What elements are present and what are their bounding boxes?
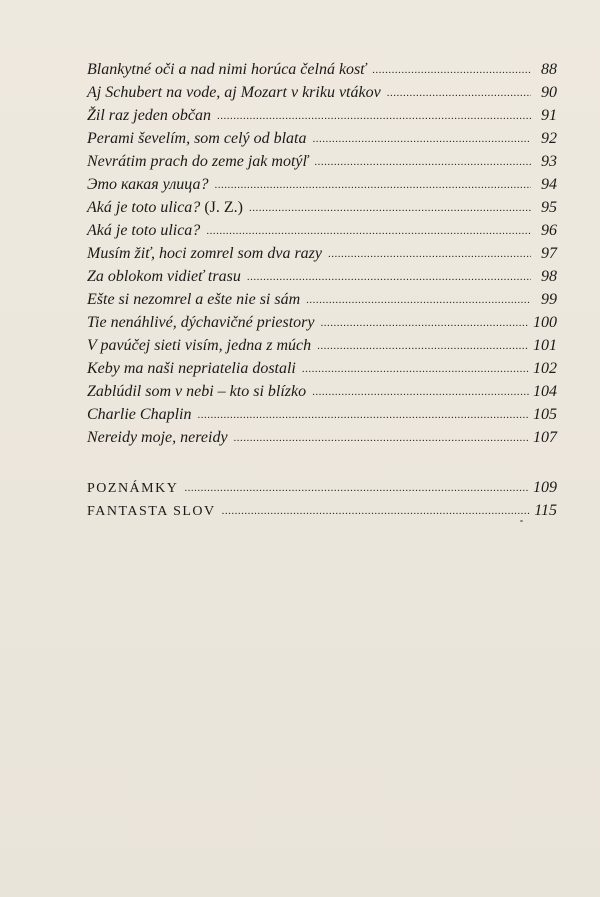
toc-entry — [87, 196, 557, 219]
toc-entry-page: 105 — [533, 406, 557, 423]
toc-entry-page: 91 — [541, 107, 557, 124]
dot-leader — [302, 358, 529, 381]
toc-entry — [87, 242, 557, 265]
dot-leader — [317, 335, 529, 358]
toc-entry-title: Это какая улица? — [87, 176, 209, 193]
dot-leader — [387, 82, 531, 105]
dot-leader — [206, 220, 531, 243]
toc-entry-title: Musím žiť, hoci zomrel som dva razy — [87, 245, 322, 262]
dot-leader — [314, 151, 531, 174]
toc-entry-title: V pavúčej sieti visím, jedna z múch — [87, 337, 312, 354]
toc-entry — [87, 357, 557, 380]
toc-entry-page: 104 — [533, 383, 557, 400]
toc-entry-title: Aj Schubert na vode, aj Mozart v kriku vtákov — [87, 84, 381, 101]
toc-entry — [87, 426, 557, 449]
toc-entry-page: 102 — [533, 360, 557, 377]
toc-entry — [87, 127, 557, 150]
toc-entry-title — [87, 196, 243, 219]
toc-entry-title: Ešte si nezomrel a ešte nie si sám — [87, 291, 301, 308]
toc-entry-page: 101 — [533, 337, 557, 354]
dot-leader — [372, 59, 531, 82]
toc-entry-page: 88 — [541, 61, 557, 78]
dot-leader — [217, 105, 531, 128]
paper-speck — [520, 520, 523, 522]
toc-entry — [87, 58, 557, 81]
toc-entry-page: 99 — [541, 291, 557, 308]
toc-entry-title: FANTASTA SLOV — [87, 504, 216, 519]
toc-entry-title: Nevrátim prach do zeme jak motýľ — [87, 153, 309, 170]
toc-entry-title: Za oblokom vidieť trasu — [87, 268, 241, 285]
toc-entry-back-matter — [87, 476, 557, 499]
toc-entry-title-main: Aká je toto ulica? — [87, 199, 201, 216]
toc-entry-page: 107 — [533, 429, 557, 446]
toc-entry — [87, 288, 557, 311]
section-gap — [87, 449, 557, 476]
dot-leader — [197, 404, 529, 427]
dot-leader — [328, 243, 531, 266]
toc-entry — [87, 403, 557, 426]
dot-leader — [312, 381, 529, 404]
toc-entry-title: Tie nenáhlivé, dýchavičné priestory — [87, 314, 315, 331]
toc-entry-page: 90 — [541, 84, 557, 101]
toc-entry — [87, 81, 557, 104]
toc-entry-page: 95 — [541, 199, 557, 216]
dot-leader — [320, 312, 529, 335]
toc-entry — [87, 311, 557, 334]
toc-entry-title: Keby ma naši nepriatelia dostali — [87, 360, 296, 377]
toc-entry-title: POZNÁMKY — [87, 481, 179, 496]
dot-leader — [306, 289, 531, 312]
toc-entry — [87, 219, 557, 242]
dot-leader — [222, 500, 531, 523]
toc-entry-page: 98 — [541, 268, 557, 285]
toc-entry-title: Zablúdil som v nebi – kto si blízko — [87, 383, 307, 400]
table-of-contents — [87, 58, 557, 522]
toc-entry-title: Perami ševelím, som celý od blata — [87, 130, 307, 147]
toc-entry-page: 96 — [541, 222, 557, 239]
toc-entry — [87, 173, 557, 196]
toc-entry-title: Aká je toto ulica? — [87, 222, 201, 239]
dot-leader — [313, 128, 532, 151]
toc-entry-page: 97 — [541, 245, 557, 262]
toc-entry-page: 94 — [541, 176, 557, 193]
toc-entry — [87, 104, 557, 127]
toc-entry — [87, 265, 557, 288]
dot-leader — [184, 477, 529, 500]
dot-leader — [234, 427, 529, 450]
toc-entry-title: Žil raz jeden občan — [87, 107, 211, 124]
toc-entry-page: 100 — [533, 314, 557, 331]
dot-leader — [214, 174, 531, 197]
toc-entry-page: 115 — [534, 502, 557, 519]
toc-entry-title: Blankytné oči a nad nimi horúca čelná kosť — [87, 61, 367, 78]
toc-entry-title: Nereidy moje, nereidy — [87, 429, 228, 446]
toc-entry — [87, 380, 557, 403]
toc-entry-page: 93 — [541, 153, 557, 170]
toc-entry — [87, 334, 557, 357]
toc-entry-page: 109 — [533, 479, 557, 496]
dot-leader — [247, 266, 531, 289]
toc-entry-page: 92 — [541, 130, 557, 147]
toc-entry-back-matter — [87, 499, 557, 522]
dot-leader — [249, 197, 531, 220]
toc-entry-title: Charlie Chaplin — [87, 406, 192, 423]
toc-entry — [87, 150, 557, 173]
toc-entry-title-suffix: (J. Z.) — [200, 199, 243, 216]
